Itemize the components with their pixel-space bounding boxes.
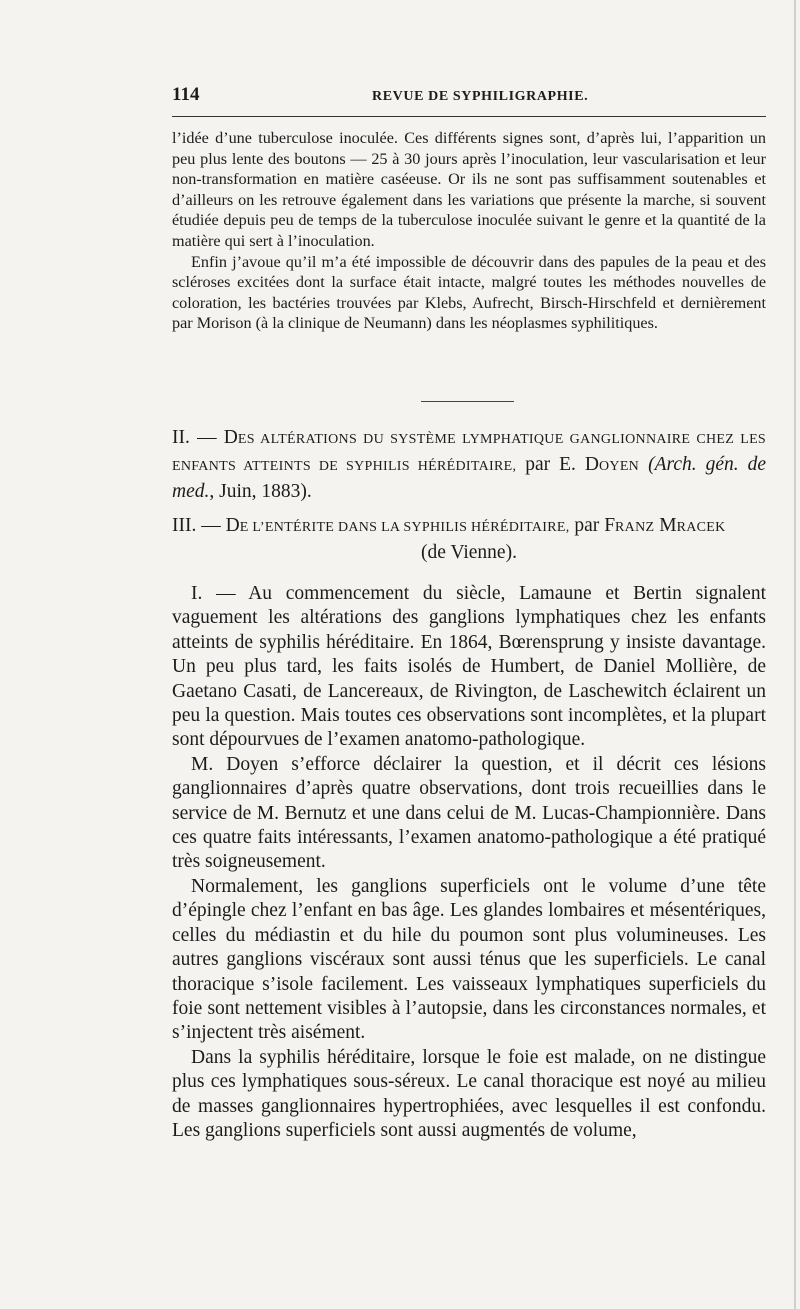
title-2 [172,425,766,504]
title-2-cap: D [223,427,238,448]
main-paragraph-4: Dans la syphilis héréditaire, lorsque le foie est malade, on ne distingue plus ces lymphatiques sous-séreux. Le canal thoracique est noyé au milieu de masses ganglionnaires hypertrophiées, avec lesquelles il est confondu. Les ganglions superficiels sont aussi augmentés de volume, [172,1046,766,1141]
running-head: REVUE DE SYPHILIGRAPHIE. [372,89,589,104]
title-3-par: par [574,515,600,536]
page-edge [794,0,796,1309]
page-header [172,84,766,108]
title-3-author: RANZ [615,520,655,535]
title-2-date: , Juin, 1883). [209,481,312,502]
title-3 [172,513,766,540]
main-paragraph-2: M. Doyen s’efforce déclairer la question, et il décrit ces lésions ganglionnaires d’après quatre observations, dont trois recueillies dans le service de M. Bernutz et une dans celui de M. Lucas-Championnière. Dans ces quatre faits intéressants, l’examen anatomo-pathologique a été pratiqué très soigneusement. [172,753,766,873]
section-separator [421,401,514,402]
title-3-dash: — [201,515,221,536]
title-3-cap: D [225,515,240,536]
title-3-origin: (de Vienne). [421,542,517,563]
book-page [172,0,766,1309]
title-3-text: E L’ENTÉRITE DANS LA SYPHILIS HÉRÉDITAIRE, [239,520,570,535]
title-2-dash: — [197,427,217,448]
title-2-text: ES ALTÉRATIONS DU SYSTÈME LYMPHATIQUE GANGLIONNAIRE CHEZ LES ENFANTS ATTEINTS DE SYPHILIS HÉRÉDITAIRE, [172,432,767,474]
title-2-author: OYEN [599,459,640,474]
title-2-author-initial: E. D [559,454,599,475]
header-rule [172,116,766,117]
main-paragraph-1: I. — Au commencement du siècle, Lamaune et Bertin signalent vaguement les altérations des ganglions lymphatiques chez les enfants atteints de syphilis héréditaire. En 1864, Bœrensprung y insiste davantage. Un peu plus tard, les faits isolés de Humbert, de Daniel Mollière, de Gaetano Casati, de Lancereaux, de Rivington, de Laschewitch éclairent un peu la question. Mais toutes ces observations sont incomplètes, et la plupart sont dépourvues de l’examen anatomo-pathologique. [172,583,766,751]
title-2-source: (Arch. gén. de med. [172,454,767,502]
small-paragraph-1: l’idée d’une tuberculose inoculée. Ces différents signes sont, d’après lui, l’apparition un peu plus lente des boutons — 25 à 30 jours après l’inoculation, leur vascularisation et leur non-transformation en matière caséeuse. Or ils ne sont pas suffisamment soutenables et d’ailleurs on les retrouve également dans les variations que présente la marche, si souvent étudiée depuis peu de temps de la tuberculose inoculée suivant le genre et la quantité de la matière qui sert à l’inoculation. [172,129,766,250]
small-paragraph-2: Enfin j’avoue qu’il m’a été impossible de découvrir dans des papules de la peau et des scléroses excitées dont la surface était intacte, malgré toutes les méthodes nouvelles de coloration, les bactéries trouvées par Klebs, Aufrecht, Birsch-Hirschfeld et dernièrement par Morison (à la clinique de Neumann) dans les néoplasmes syphilitiques. [172,252,766,333]
title-3-author-initial: F [604,515,616,536]
main-text-section [172,582,766,1143]
title-3-author-initial-2: M [659,515,677,536]
page-number: 114 [172,84,200,105]
article-titles [172,425,766,565]
main-paragraph-3: Normalement, les ganglions superficiels ont le volume d’une tête d’épingle chez l’enfant en bas âge. Les glandes lombaires et mésentériques, celles du médiastin et du hile du poumon sont plus volumineuses. Les autres ganglions viscéraux sont aussi ténus que les superficiels. Le canal thoracique s’isole facilement. Les vaisseaux lymphatiques superficiels du foie sont nettement visibles à l’autopsie, dans les circonstances normales, et s’injectent très aisément. [172,875,766,1044]
title-3-numeral: III. [172,515,197,536]
title-3-author-2: RACEK [676,520,726,535]
title-2-numeral: II. [172,427,190,448]
small-print-section [172,128,766,334]
title-2-par: par [525,454,551,475]
